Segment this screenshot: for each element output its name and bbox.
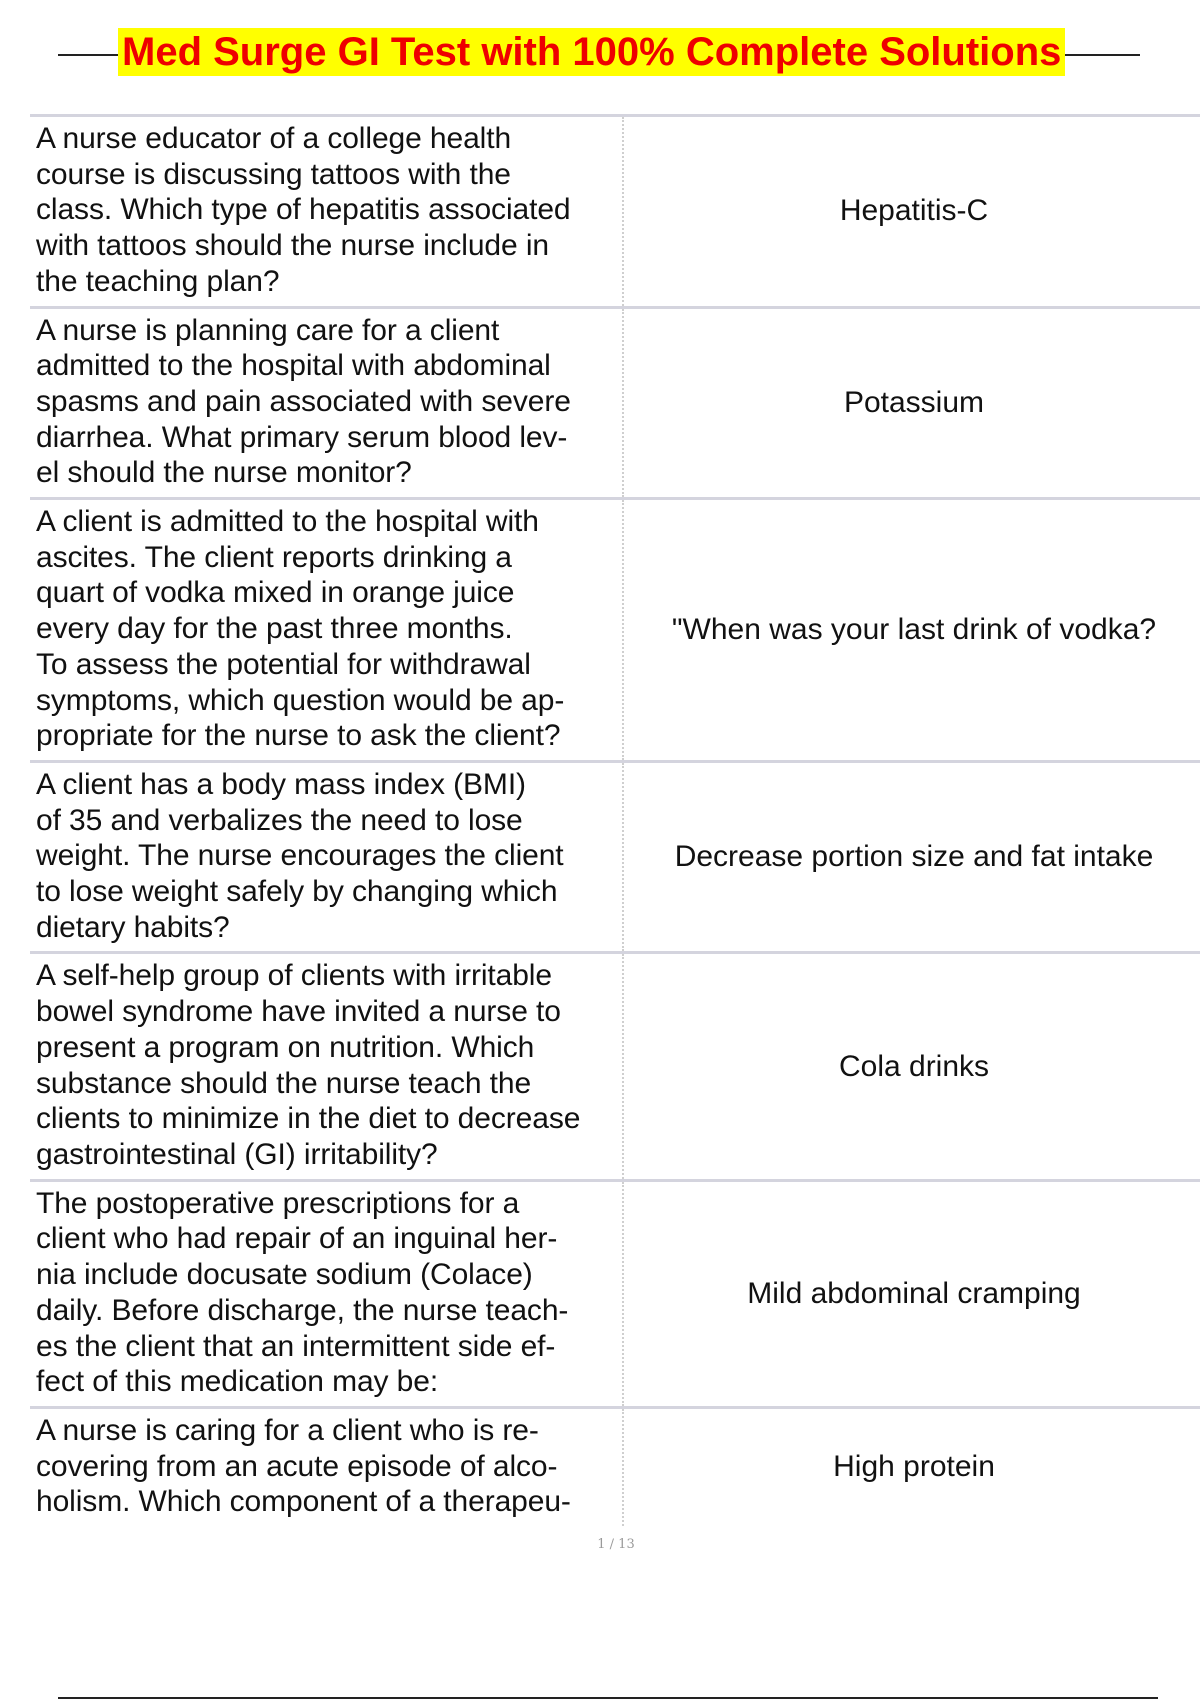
question-cell: The postoperative prescriptions for a client who had repair of an inguinal her- nia include docusate sodium (Colace) daily. Before discharge, the nurse teach- es the client that an intermittent side ef- fect of this medication may be: — [30, 1180, 623, 1407]
answer-cell: Potassium — [843, 385, 985, 419]
question-cell: A nurse is planning care for a client admitted to the hospital with abdominal spasms and pain associated with severe diarrhea. What primary serum blood lev- el should the nurse monitor? — [30, 307, 623, 499]
document-header — [58, 26, 1140, 80]
qa-table — [30, 114, 1200, 1526]
table-row — [30, 499, 1200, 762]
page-number: 1 / 13 — [597, 1537, 635, 1552]
answer-cell: Mild abdominal cramping — [747, 1276, 1081, 1310]
table-row — [30, 116, 1200, 308]
answer-cell: "When was your last drink of vodka? — [671, 612, 1157, 646]
answer-cell: Hepatitis-C — [839, 194, 989, 228]
table-row — [30, 1407, 1200, 1526]
answer-cell: High protein — [833, 1450, 995, 1484]
question-cell: A nurse is caring for a client who is re- covering from an acute episode of alco- holism. Which component of a therapeu- — [30, 1407, 623, 1526]
document-title: Med Surge GI Test with 100% Complete Solutions — [118, 28, 1065, 76]
question-cell: A client has a body mass index (BMI) of 35 and verbalizes the need to lose weight. The nurse encourages the client to lose weight safely by changing which dietary habits? — [30, 761, 623, 953]
footer-rule — [58, 1697, 1158, 1699]
answer-cell: Decrease portion size and fat intake — [674, 840, 1154, 874]
question-cell: A client is admitted to the hospital with ascites. The client reports drinking a quart of vodka mixed in orange juice every day for the past three months. To assess the potential for withdrawal symptoms, which question would be ap- propriate for the nurse to ask the client? — [30, 499, 623, 762]
answer-cell: Cola drinks — [838, 1049, 990, 1083]
question-cell: A self-help group of clients with irritable bowel syndrome have invited a nurse to present a program on nutrition. Which substance should the nurse teach the clients to minimize in the diet to decrease gastrointestinal (GI) irritability? — [30, 953, 623, 1180]
table-row — [30, 761, 1200, 953]
table-row — [30, 307, 1200, 499]
table-row — [30, 953, 1200, 1180]
question-cell: A nurse educator of a college health course is discussing tattoos with the class. Which type of hepatitis associated with tattoos should the nurse include in the teaching plan? — [30, 116, 623, 308]
table-row — [30, 1180, 1200, 1407]
